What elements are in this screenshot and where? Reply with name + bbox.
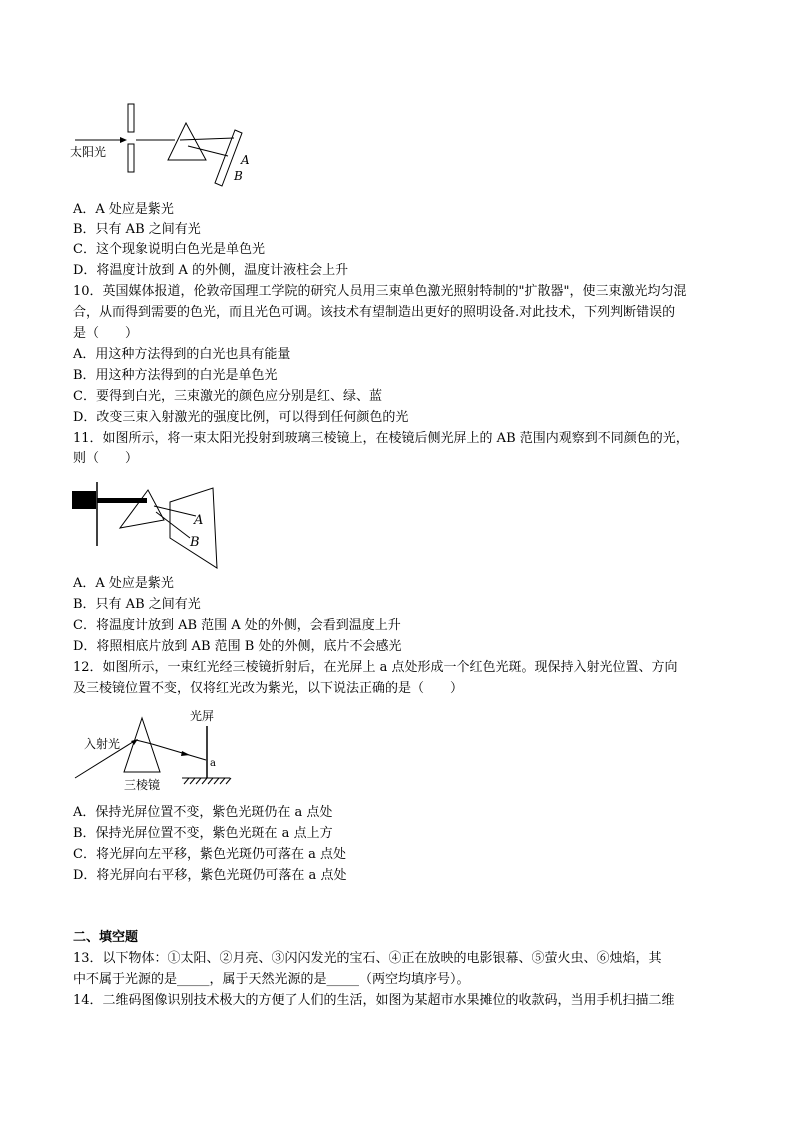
label-incident: 入射光: [84, 737, 121, 751]
figure-prism-sunlight: [70, 98, 270, 190]
q11-option-c: C．将温度计放到 AB 范围 A 处的外侧，会看到温度上升: [73, 618, 401, 633]
q9-option-a: A．A 处应是紫光: [73, 202, 174, 217]
ground-hatch: [184, 778, 231, 784]
slit-bottom: [128, 144, 134, 172]
label-sunlight: 太阳光: [70, 145, 107, 159]
q11-option-d: D．将照相底片放到 AB 范围 B 处的外侧，底片不会感光: [73, 639, 402, 654]
label-prism: 三棱镜: [124, 778, 161, 792]
exit-ray: [152, 744, 206, 760]
q12-option-a: A．保持光屏位置不变，紫色光斑仍在 a 点处: [73, 805, 333, 820]
q11-option-a: A．A 处应是紫光: [73, 576, 174, 591]
prism: [120, 490, 164, 528]
q13-line-1: 13．以下物体：①太阳、②月亮、③闪闪发光的宝石、④正在放映的电影银幕、⑤萤火虫、⑥烛焰，其: [73, 951, 662, 966]
refracted-ray-b: [156, 512, 190, 538]
q10-option-d: D．改变三束入射激光的强度比例，可以得到任何颜色的光: [73, 410, 409, 425]
refracted-ray-a: [180, 138, 234, 140]
refracted-ray-a: [154, 506, 196, 516]
q11-stem-2: 则（ ）: [73, 451, 139, 466]
q10-option-a: A．用这种方法得到的白光也具有能量: [73, 347, 291, 362]
section-title-fill-in: 二、填空题: [73, 930, 139, 945]
q10-option-c: C．要得到白光，三束激光的颜色应分别是红、绿、蓝: [73, 389, 382, 404]
label-point-a: a: [210, 758, 216, 769]
label-b: B: [234, 169, 243, 183]
q12-stem-1: 12．如图所示，一束红光经三棱镜折射后，在光屏上 a 点处形成一个红色光斑。现保持入射光位置、方向: [73, 660, 678, 675]
q9-option-d: D．将温度计放到 A 的外侧，温度计液柱会上升: [73, 263, 349, 278]
refracted-ray-b: [188, 146, 228, 156]
q9-option-c: C．这个现象说明白色光是单色光: [73, 242, 265, 257]
q10-option-b: B．用这种方法得到的白光是单色光: [73, 368, 278, 383]
figure-red-light-prism: [70, 706, 240, 794]
q10-stem-1: 10．英国媒体报道，伦敦帝国理工学院的研究人员用三束单色激光照射特制的"扩散器"，使三束激光均匀混: [73, 284, 687, 299]
q14-line-1: 14．二维码图像识别技术极大的方便了人们的生活，如图为某超市水果摊位的收款码，当用手机扫描二维: [73, 993, 675, 1008]
prism: [168, 123, 206, 160]
sunlight-arrow-head: [120, 137, 127, 143]
q12-option-d: D．将光屏向右平移，紫色光斑仍可落在 a 点处: [73, 868, 347, 883]
q12-option-c: C．将光屏向左平移，紫色光斑仍可落在 a 点处: [73, 847, 346, 862]
q12-option-b: B．保持光屏位置不变，紫色光斑在 a 点上方: [73, 826, 333, 841]
q10-stem-2: 合，从而得到需要的色光，而且光色可调。该技术有望制造出更好的照明设备.对此技术，下列判断错误的: [73, 305, 676, 320]
light-source-block: [72, 491, 96, 509]
q12-stem-2: 及三棱镜位置不变，仅将红光改为紫光，以下说法正确的是（ ）: [73, 681, 464, 696]
label-b: B: [190, 535, 200, 550]
figure-prism-screen: [70, 480, 230, 570]
label-screen: 光屏: [190, 709, 215, 723]
q9-option-b: B．只有 AB 之间有光: [73, 222, 201, 237]
slit-top: [128, 104, 134, 132]
q11-option-b: B．只有 AB 之间有光: [73, 597, 201, 612]
q13-line-2: 中不属于光源的是_____，属于天然光源的是_____（两空均填序号）。: [73, 972, 470, 987]
q10-stem-3: 是（ ）: [73, 326, 139, 341]
q11-stem-1: 11．如图所示，将一束太阳光投射到玻璃三棱镜上，在棱镜后侧光屏上的 AB 范围内观察到不同颜色的光，: [73, 431, 689, 446]
label-a: A: [194, 513, 204, 528]
label-a: A: [241, 153, 250, 167]
